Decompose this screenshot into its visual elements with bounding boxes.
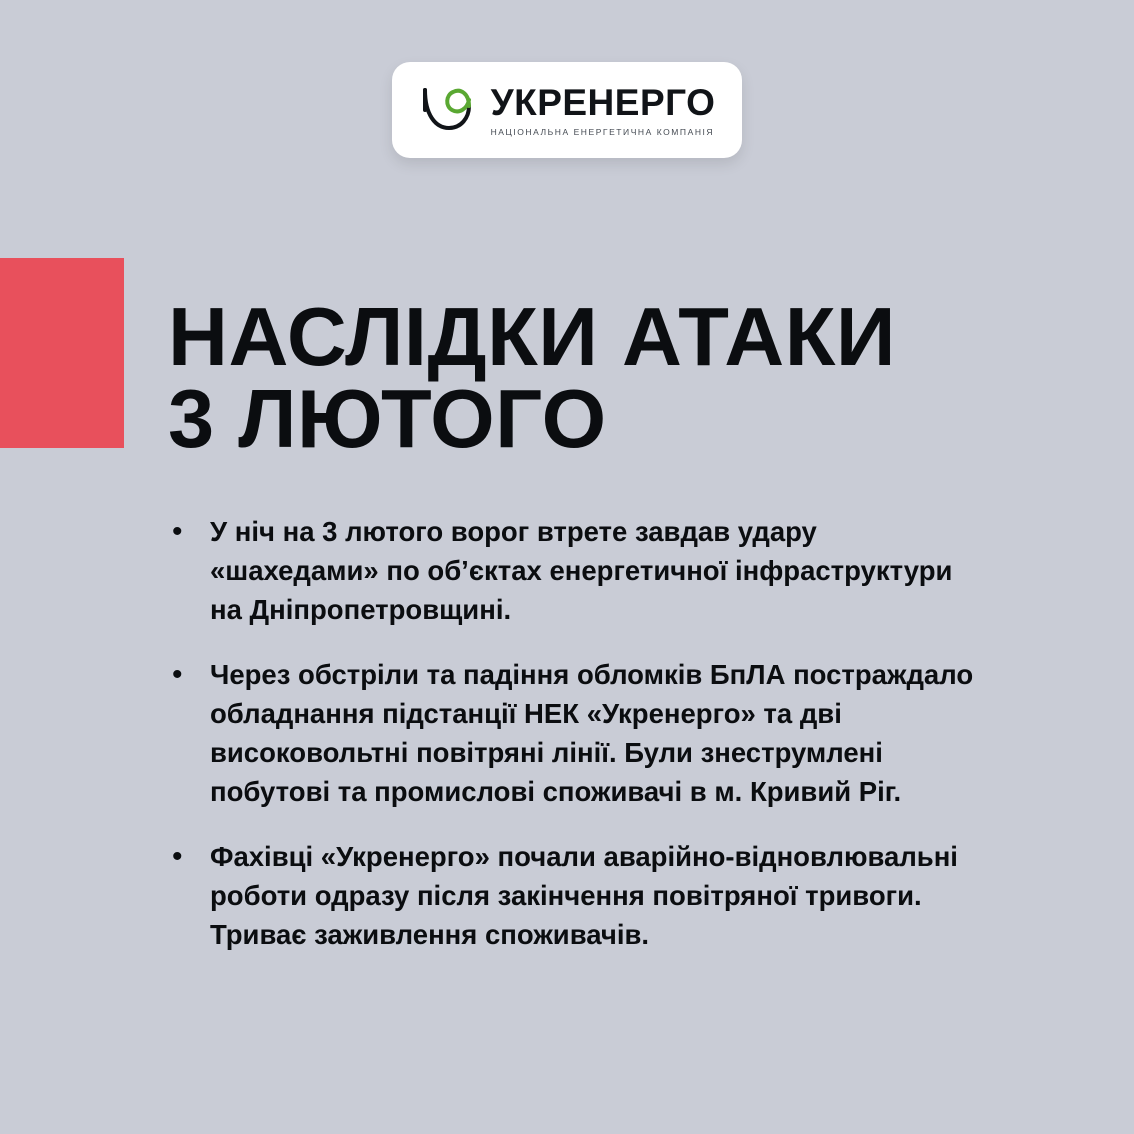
bullet-list	[162, 512, 982, 980]
list-item-text: У ніч на 3 лютого ворог втрете завдав удару «шахедами» по об’єктах енергетичної інфраструктури на Дніпропетровщині.	[210, 516, 953, 626]
list-item	[162, 837, 982, 954]
bullet-marker-icon: •	[172, 658, 183, 692]
ukrenergo-leaf-logo-icon	[419, 84, 477, 136]
list-item	[162, 655, 982, 811]
bullet-marker-icon: •	[172, 515, 183, 548]
brand-name: УКРЕНЕРГО	[490, 81, 716, 123]
page-title	[168, 289, 1068, 465]
logo-text-block	[490, 81, 716, 137]
list-item-text: Через обстріли та падіння обломків БпЛА постраждало обладнання підстанції НЕК «Укренерго» та дві високовольтні повітряні лінії. Були знеструмлені побутові та промислові споживачі в м. Кривий Ріг.	[210, 659, 974, 808]
logo-badge	[392, 62, 742, 158]
brand-tagline: НАЦІОНАЛЬНА ЕНЕРГЕТИЧНА КОМПАНІЯ	[490, 126, 715, 137]
accent-block	[0, 258, 124, 448]
headline-line-2: 3 ЛЮТОГО	[168, 371, 607, 465]
headline-line-1: НАСЛІДКИ АТАКИ	[168, 289, 897, 383]
list-item	[162, 512, 982, 629]
bullet-marker-icon: •	[172, 840, 183, 874]
list-item-text: Фахівці «Укренерго» почали аварійно-відновлювальні роботи одразу після закінчення повітряної тривоги. Триває заживлення споживачів.	[210, 841, 958, 951]
